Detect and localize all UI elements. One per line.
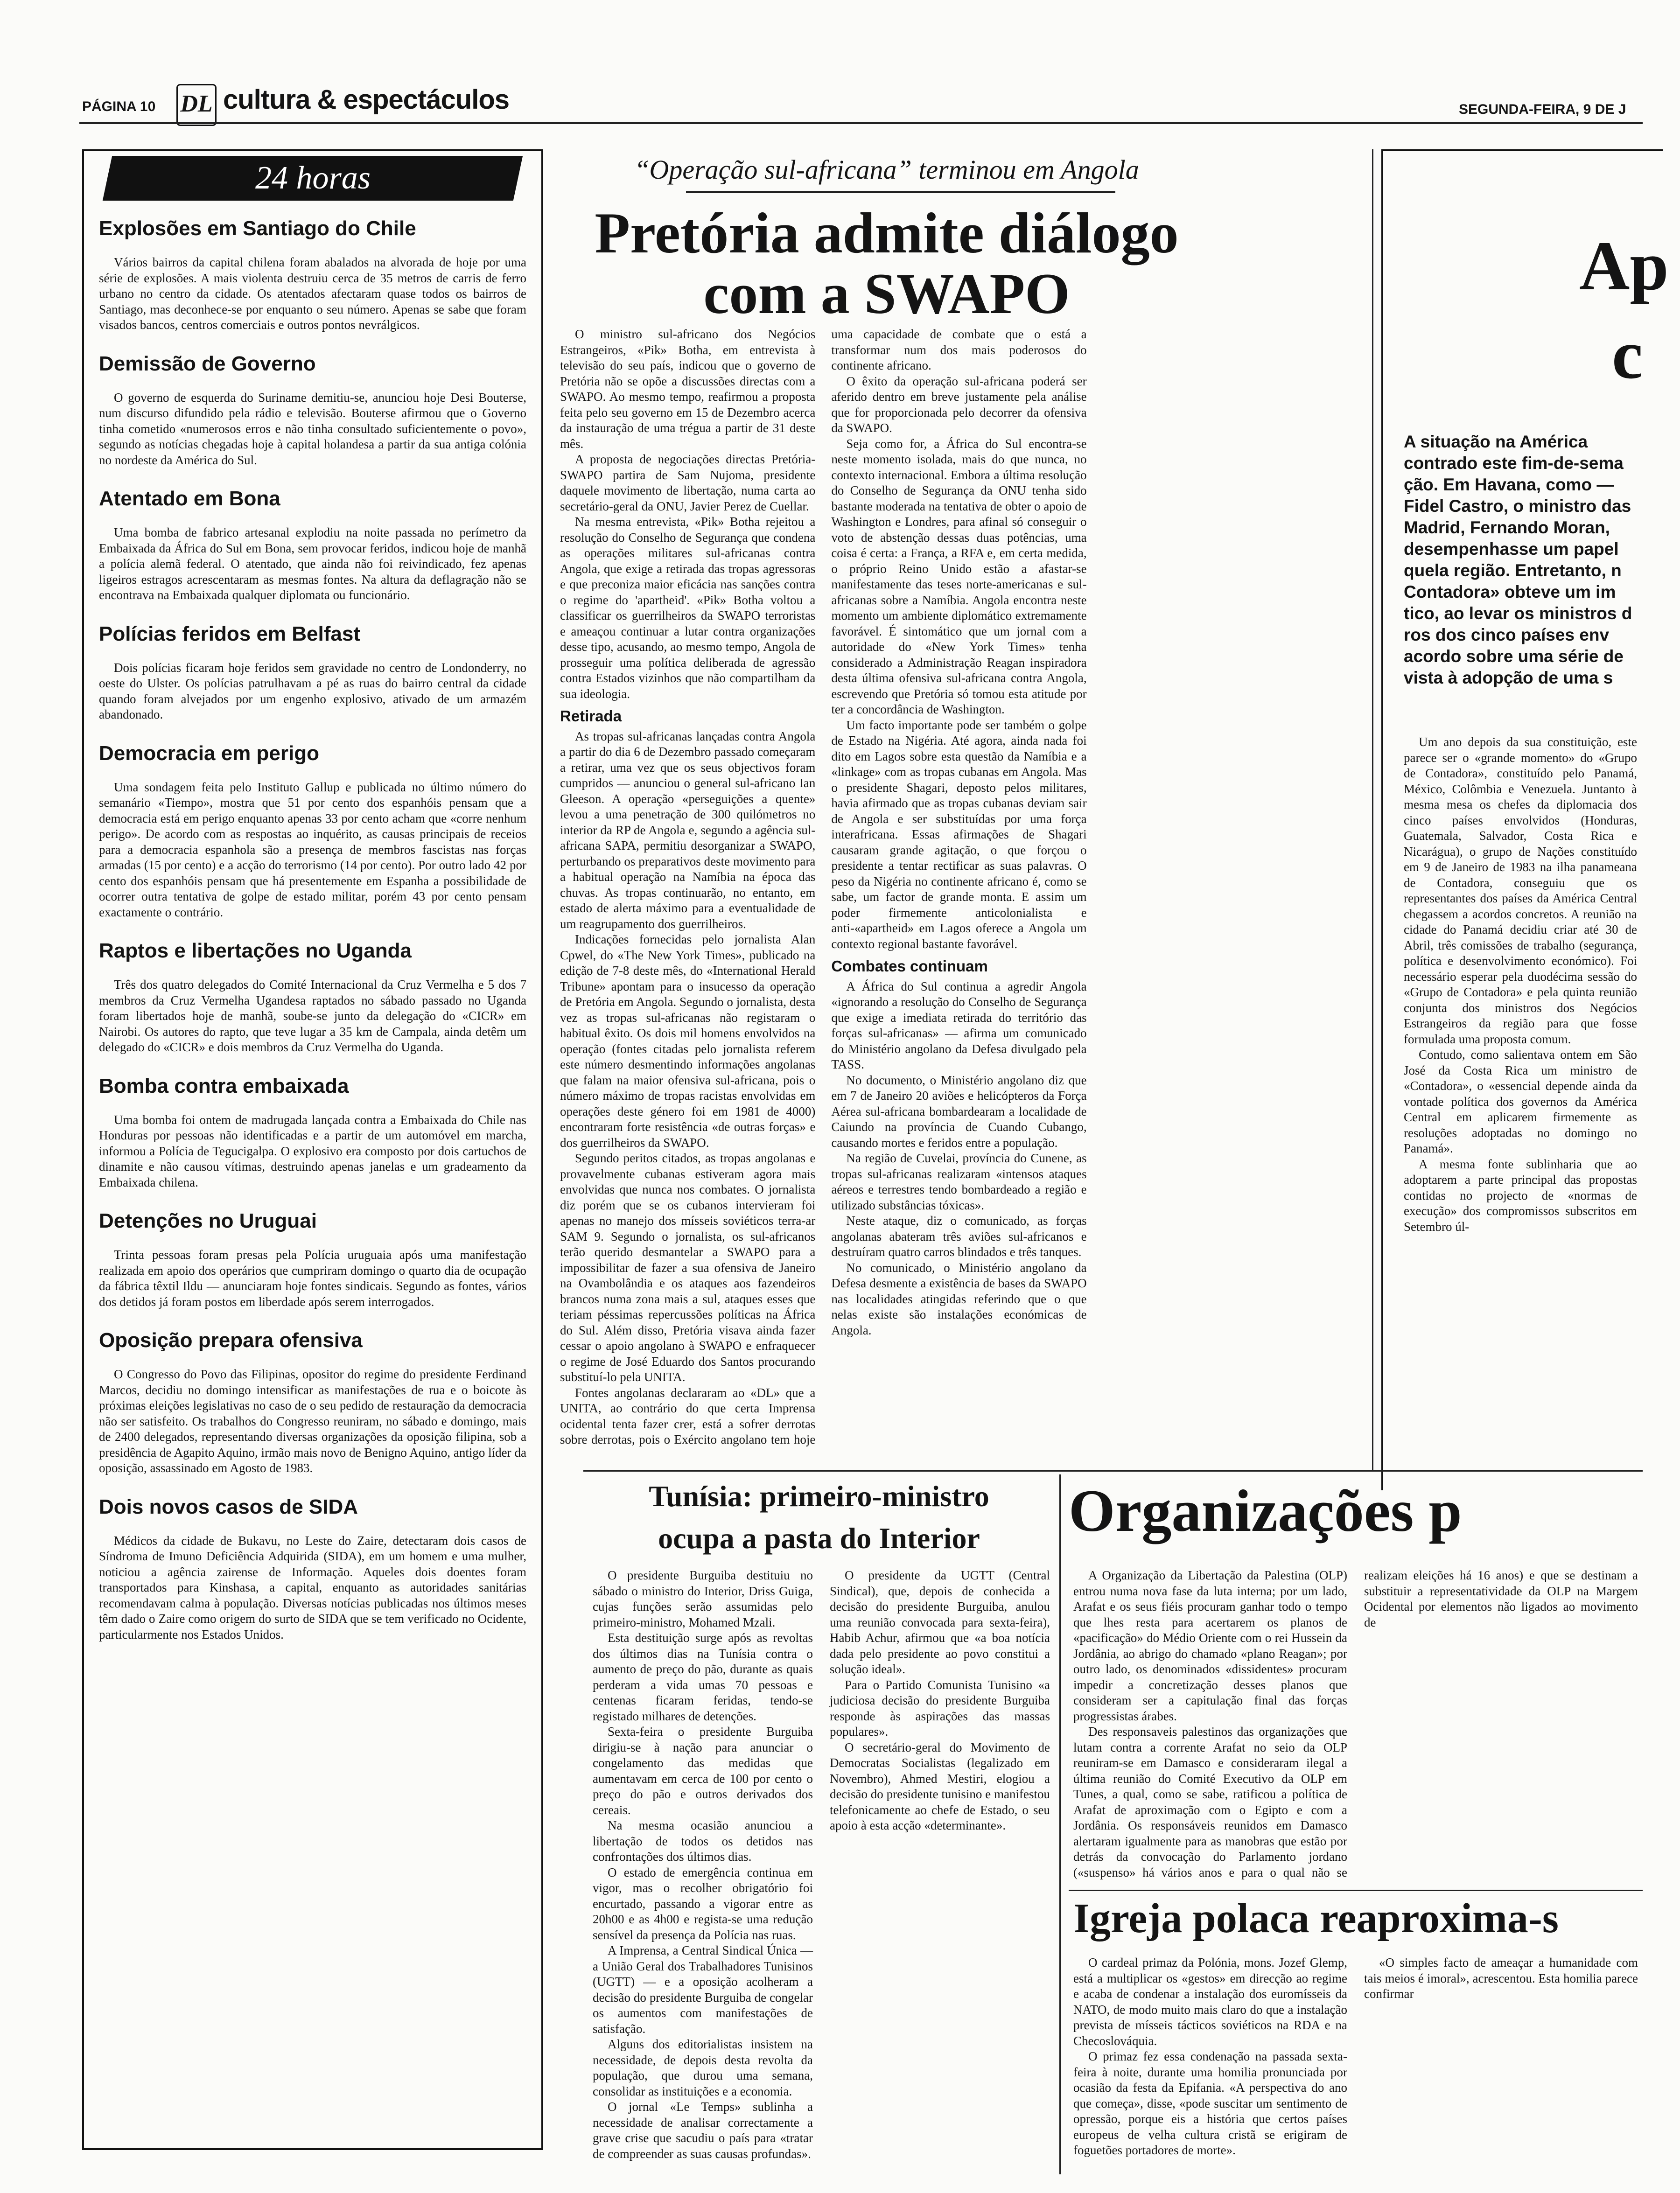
sidebar-item-text: O governo de esquerda do Suriname demitiu-se, anunciou hoje Desi Bouterse, num discurso difundido pela rádio e televisão. Bouterse afirmou que o Governo tinha cometido «numerosos erros e não tinha consultado suficientemente o povo», segundo as notícias chegadas hoje à capital holandesa a partir da sua antiga colónia no nordeste da América do Sul. bbox=[99, 390, 526, 467]
paragraph: A mesma fonte sublinharia que ao adoptarem a parte principal das propostas contidas no projecto de «normas de execução» dos compromissos subscritos em Setembro úl- bbox=[1404, 1157, 1637, 1234]
paragraph: Sexta-feira o presidente Burguiba dirigiu-se à nação para anunciar o congelamento das medidas que aumentavam em cerca de 100 por cento o preço do pão e outros derivados dos cereais. bbox=[593, 1725, 813, 1817]
paragraph: Fontes angolanas declararam ao «DL» que a UNITA, ao contrário do que certa Imprensa ocidental tenta fazer crer, está a sofrer derrotas sobre derrotas, pois o Exército angolano tem hoje uma capacidade de combate que o está a transformar num dos mais poderosos do continente africano. bbox=[560, 327, 1087, 1446]
rule-main-right bbox=[1372, 149, 1373, 1470]
rule-igreja bbox=[1069, 1890, 1643, 1891]
sidebar-item-text: Uma sondagem feita pelo Instituto Gallup e publicada no último número do semanário «Tiempo», mostra que 51 por cento dos espanhóis pensam que a democracia está em perigo enquanto apenas 33 por cento acham que «corre nenhum perigo». De acordo com as respostas ao inquérito, as causas principais de receios para a democracia espanhola são a presença de membros fascistas nas forças armadas (15 por cento) e a acção do terrorismo (14 por cento). Por outro lado 42 por cento dos espanhóis pensam que há presentemente em Espanha a possibilidade de ocorrer outra tentativa de golpe de estado militar, porém 43 por cento pensam exactamente o contrário. bbox=[99, 780, 526, 919]
sidebar-banner-text: 24 horas bbox=[255, 160, 371, 196]
paragraph: O cardeal primaz da Polónia, mons. Jozef Glemp, está a multiplicar os «gestos» em direcção ao regime e acaba de condenar a instalação dos euromísseis da NATO, de modo muito mais claro do que a instalação prevista de mísseis tácticos soviéticos na RDA e na Checoslováquia. bbox=[1073, 1956, 1347, 2048]
rule-middle bbox=[583, 1470, 1643, 1472]
right-story-lead: A situação na América contrado este fim-de-sema ção. Em Havana, como — Fidel Castro, o ministro das Madrid, Fernando Moran, desempenhasse um papel quela região. Entretanto, n Contadora» obteve um im tico, ao levar os ministros d ros dos cinco países env acordo sobre uma série de vista à adopção de uma s bbox=[1404, 432, 1632, 687]
paragraph: O ministro sul-africano dos Negócios Estrangeiros, «Pik» Botha, em entrevista à televisão do seu país, indicou que o governo de Pretória não se opõe a discussões directas com a SWAPO. Ao mesmo tempo, reafirmou a proposta feita pelo seu governo em 15 de Dezembro acerca da instauração de uma trégua a partir de 31 deste mês. bbox=[560, 327, 816, 451]
sidebar-24-horas bbox=[82, 149, 543, 2150]
olp-headline: Organizações p bbox=[1069, 1478, 1462, 1544]
sidebar-item-text: Médicos da cidade de Bukavu, no Leste do Zaire, detectaram dois casos de Síndroma de Imuno Deficiência Adquirida (SIDA), em um homem e uma mulher, noticiou a agência zairense de Informação. Aqueles dois doentes foram transportados para Kinshasa, a capital, enquanto as autoridades sanitárias recomendavam calma à população. Diversas notícias publicadas nos últimos meses têm dado o Zaire como origem do surto de SIDA que se tem verificado no Ocidente, particularmente nos Estados Unidos. bbox=[99, 1533, 526, 1641]
paragraph: O primaz fez essa condenação na passada sexta-feira à noite, durante uma homilia pronunciada por ocasião da festa da Epifania. «A perspectiva do ano que começa», disse, «pode suscitar um sentimento de opressão, porque eis a história que certos países europeus de velha cultura cristã se erigiram de foguetões portadores de morte». bbox=[1073, 2049, 1347, 2157]
paragraph: «O simples facto de ameaçar a humanidade com tais meios é imoral», acrescentou. Esta homilia parece confirmar bbox=[1364, 1956, 1638, 2001]
olp-body bbox=[1073, 1568, 1638, 1885]
paragraph: Esta destituição surge após as revoltas dos últimos dias na Tunísia contra o aumento de preço do pão, durante as quais perderam a vida umas 70 pessoas e centenas ficaram feridas, tendo-se registado milhares de detenções. bbox=[593, 1631, 813, 1723]
paragraph: O secretário-geral do Movimento de Democratas Socialistas (legalizado em Novembro), Ahmed Mestiri, elogiou a decisão do presidente tunisino e manifestou telefonicamente ao chefe de Estado, o seu apoio à esta acção «determinante». bbox=[830, 1740, 1050, 1832]
sidebar-item-text: Uma bomba de fabrico artesanal explodiu na noite passada no perímetro da Embaixada da África do Sul em Bona, sem provocar feridos, indicou hoje de manhã a polícia alemã federal. O atentado, que ainda não foi reivindicado, fez apenas ligeiros estragos acrescentaram as mesmas fontes. Na altura da deflagração não se encontrava na Embaixada qualquer diplomata ou funcionário. bbox=[99, 525, 526, 602]
sidebar-item-title: Dois novos casos de SIDA bbox=[99, 1495, 358, 1518]
right-story-body bbox=[1404, 734, 1637, 1481]
paragraph: As tropas sul-africanas lançadas contra Angola a partir do dia 6 de Dezembro passado começaram a retirar, uma vez que os seus objectivos foram cumpridos — anunciou o general sul-africano Ian Gleeson. A operação «perseguições a quente» levou a uma penetração de 300 quilómetros no interior da RP de Angola e, segundo a agência sul-africana SAPA, permitiu desorganizar a SWAPO, perturbando os preparativos deste movimento para a habitual operação na Namíbia na época das chuvas. As tropas continuarão, no entanto, em estado de alerta máximo para a eventualidade de um reagrupamento dos guerrilheiros. bbox=[560, 729, 816, 931]
paragraph: Alguns dos editorialistas insistem na necessidade, de depois desta revolta da população, que durou uma semana, consolidar as instituições e a economia. bbox=[593, 2037, 813, 2098]
paragraph: No comunicado, o Ministério angolano da Defesa desmente a existência de bases da SWAPO nas localidades atingidas referindo que o que nelas existe são instalações económicas de Angola. bbox=[831, 1260, 1087, 1337]
kicker-underline bbox=[686, 191, 1115, 193]
sidebar-item-title: Polícias feridos em Belfast bbox=[99, 622, 360, 645]
sidebar-item-title: Oposição prepara ofensiva bbox=[99, 1329, 363, 1352]
main-story-kicker: “Operação sul-africana” terminou em Angola bbox=[634, 154, 1139, 185]
paragraph: Segundo peritos citados, as tropas angolanas e provavelmente cubanas estiveram agora mais envolvidas que nunca nos combates. O jornalista diz porém que se os cubanos intervieram foi apenas no manejo dos mísseis soviéticos terra-ar SAM 9. Segundo o jornalista, os sul-africanos terão querido desmantelar a SWAPO para a impossibilitar de fazer a sua ofensiva de Janeiro na Ovambolândia e os ataques aos fazendeiros brancos numa zona mais a sul, ataques esses que teriam péssimas repercussões políticas na África do Sul. Além disso, Pretória visava ainda fazer cessar o apoio angolano à SWAPO e enfraquecer o regime de José Eduardo dos Santos procurando substituí-lo pela UNITA. bbox=[560, 1151, 816, 1384]
paragraph: O êxito da operação sul-africana poderá ser aferido dentro em breve justamente pela análise que for proporcionada pelo decorrer da ofensiva da SWAPO. bbox=[831, 374, 1087, 435]
header-rule bbox=[79, 122, 1643, 124]
sidebar-item-title: Raptos e libertações no Uganda bbox=[99, 939, 412, 962]
right-story-box bbox=[1381, 149, 1669, 1490]
paragraph: A Imprensa, a Central Sindical Única — a União Geral dos Trabalhadores Tunisinos (UGTT) — e a oposição acolheram a decisão do presidente Burguiba de congelar os aumentos com manifestações de satisfação. bbox=[593, 1943, 813, 2036]
rule-tunisia-right bbox=[1059, 1474, 1061, 2174]
paragraph: A Organização da Libertação da Palestina (OLP) entrou numa nova fase da luta interna; por um lado, Arafat e os seus fiéis procuram ganhar todo o tempo que lhes resta para acertarem os planos de «pacificação» do Médio Oriente com o rei Hussein da Jordânia, ao abrigo do chamado «plano Reagan»; por outro lado, os denominados «dissidentes» procuram impedir a concretização desses planos que consideram ser a capitulação final das forças progressistas árabes. bbox=[1073, 1568, 1347, 1723]
sidebar-items bbox=[84, 217, 541, 1642]
sidebar-item-text: Uma bomba foi ontem de madrugada lançada contra a Embaixada do Chile nas Honduras por pessoas não identificadas e a partir de um automóvel em marcha, informou a Polícia de Tegucigalpa. O explosivo era composto por dois cartuchos de dinamite e não causou vítimas, destruindo apenas janelas e um gradeamento da Embaixada chilena. bbox=[99, 1112, 526, 1189]
paragraph: Des responsaveis palestinos das organizações que lutam contra a corrente Arafat no seio da OLP reuniram-se em Damasco e consideraram ilegal a última reunião do Comité Executivo da OLP em Tunes, a qual, como se sabe, ratificou a política de Arafat de aproximação com o Egipto e com a Jordânia. Os responsáveis reunidos em Damasco alertaram igualmente para as manobras que estão por detrás da convocação do Parlamento jordano («suspenso» há vários anos e para o qual não se realizam eleições há 16 anos) e que se destinam a substituir a representatividade da OLP na Margem Ocidental por elementos não ligados ao movimento de bbox=[1073, 1568, 1638, 1879]
paragraph: Um ano depois da sua constituição, este parece ser o «grande momento» do «Grupo de Contadora», constituído pelo Panamá, México, Colômbia e Venezuela. Juntanto à mesma mesa os chefes da diplomacia dos cinco países envolvidos (Honduras, Guatemala, Salvador, Costa Rica e Nicarágua), o grupo de Nações constituído em 9 de Janeiro de 1983 na ilha panameana de Contadora, conseguiu que os representantes dos países da América Central chegassem a acordos concretos. A reunião na cidade do Panamá decidiu criar até 30 de Abril, três comissões de trabalho (segurança, política e desenvolvimento económico). Foi necessário esperar pela duodécima sessão do «Grupo de Contadora» e pela quinta reunião conjunta dos ministros dos Negócios Estrangeiros da região para que fosse formulada uma proposta comum. bbox=[1404, 735, 1637, 1046]
sidebar-item-title: Demissão de Governo bbox=[99, 352, 316, 375]
main-headline-line1: Pretória admite diálogo bbox=[595, 201, 1179, 265]
paragraph: A África do Sul continua a agredir Angola «ignorando a resolução do Conselho de Segurança que exige a imediata retirada do território das forças sul-africanas» — afirma um comunicado do Ministério angolano da Defesa divulgado pela TASS. bbox=[831, 979, 1087, 1071]
tunisia-headline-2: ocupa a pasta do Interior bbox=[658, 1522, 980, 1555]
sidebar-item-text: Dois polícias ficaram hoje feridos sem gravidade no centro de Londonderry, no oeste do Ulster. Os polícias patrulhavam a pé as ruas do bairro central da cidade quando foram alvejados por um engenho explosivo, ativado de um armazém abandonado. bbox=[99, 660, 526, 721]
tunisia-headline-1: Tunísia: primeiro-ministro bbox=[649, 1480, 989, 1513]
sidebar-item-title: Bomba contra embaixada bbox=[99, 1074, 349, 1097]
igreja-headline: Igreja polaca reaproxima-s bbox=[1073, 1895, 1559, 1942]
main-story-body bbox=[560, 327, 1358, 1460]
sidebar-item-text: O Congresso do Povo das Filipinas, opositor do regime do presidente Ferdinand Marcos, decidiu no domingo intensificar as manifestações de rua e o boicote às próximas eleições legislativas no caso de o seu pedido de restauração da democracia não ser satisfeito. Os trabalhos do Congresso reuniram, no sábado e domingo, mais de 2400 delegados, representando diversas organizações da oposição filipina, sob a presidência de Agapito Aquino, irmão mais novo de Benigno Aquino, antigo líder da oposição, assassinado em Agosto de 1983. bbox=[99, 1367, 526, 1475]
sidebar-item-title: Explosões em Santiago do Chile bbox=[99, 217, 416, 240]
igreja-body bbox=[1073, 1955, 1638, 2174]
paragraph: Um facto importante pode ser também o golpe de Estado na Nigéria. Até agora, ainda nada foi dito em Lagos sobre esta questão da Namíbia e a «linkage» com as tropas cubanas em Angola. Mas o presidente Shagari, deposto pelos militares, havia afirmado que as tropas cubanas deviam sair de Angola e ser substituídas por uma força interafricana. Essas afirmações de Shagari causaram grande agitação, o que forçou o presidente a tentar rectificar as suas palavras. O peso da Nigéria no continente africano é, como se sabe, um factor de grande monta. E assim um poder firmemente anticolonialista e anti-«apartheid» em Lagos oferece a Angola um contexto regional bastante favorável. bbox=[831, 718, 1087, 951]
right-story-title-1: Ap bbox=[1579, 227, 1669, 305]
paragraph: Indicações fornecidas pelo jornalista Alan Cpwel, do «The New York Times», publicado na edição de 7-8 deste mês, do «International Herald Tribune» apontam para o insucesso da operação de Pretória em Angola. Segundo o jornalista, desta vez as tropas sul-africanas não registaram o habitual êxito. Os dois mil homens envolvidos na operação (fontes citadas pelo jornalista referem este número desmentindo informações angolanas que falam na maior ofensiva sul-africana, pois o número máximo de tropas racistas envolvidas em operações deste género foi em 1981 de 4000) encontraram forte resistência «de outras forças» e dos guerrilheiros da SWAPO. bbox=[560, 932, 816, 1150]
sidebar-banner bbox=[103, 156, 523, 201]
paragraph: Na mesma ocasião anunciou a libertação de todos os detidos nas confrontações dos últimos dias. bbox=[593, 1818, 813, 1864]
paragraph: O presidente da UGTT (Central Sindical), que, depois de conhecida a decisão do presidente Burguiba, anulou uma reunião convocada para sexta-feira), Habib Achur, afirmou que «a boa notícia dada pelo presidente ao povo constitui a solução ideal». bbox=[830, 1568, 1050, 1676]
sidebar-item-title: Detenções no Uruguai bbox=[99, 1209, 317, 1232]
paragraph: O estado de emergência continua em vigor, mas o recolher obrigatório foi encurtado, passando a vigorar entre as 20h00 e as 4h00 e regista-se uma redução sensível da presença da Polícia nas ruas. bbox=[593, 1865, 813, 1942]
paragraph: Seja como for, a África do Sul encontra-se neste momento isolada, mais do que nunca, no contexto internacional. Embora a última resolução do Conselho de Segurança da ONU tenha sido bastante moderada na tentativa de obter o apoio de Washington e Londres, para afinal só conseguir o voto de abstenção dessas duas potências, uma coisa é certa: a França, a RFA e, em certa medida, o próprio Reino Unido estão a afastar-se manifestamente das teses norte-americanas e sul-africanas sobre a Namíbia. Angola encontra neste momento um ambiente diplomático extremamente favorável. É sintomático que um jornal com a autoridade do «New York Times» tenha considerado a Administração Reagan inspiradora desta última ofensiva sul-africana contra Angola, escrevendo que Pretória só tomou esta atitude por ter a concordância de Washington. bbox=[831, 436, 1087, 716]
sidebar-item-text: Vários bairros da capital chilena foram abalados na alvorada de hoje por uma série de explosões. A mais violenta destruiu cerca de 35 metros de carris de ferro urbano no centro da cidade. Os atentados afectaram quase todos os bairros de Santiago, mas deconhece-se por enquanto o seu número. Apenas se sabe que foram visados bancos, centros comerciais e outros pontos nevrálgicos. bbox=[99, 255, 526, 332]
sidebar-item-text: Três dos quatro delegados do Comité Internacional da Cruz Vermelha e 5 dos 7 membros da Cruz Vermelha Ugandesa raptados no sábado passado no Uganda foram libertados hoje de manhã, soube-se junto da delegação do «CICR» em Nairobi. Os autores do rapto, que teve lugar a 35 km de Campala, ainda detêm um delegado do «CICR» e dois membros da Cruz Vermelha do Uganda. bbox=[99, 978, 526, 1054]
sidebar-item-title: Atentado em Bona bbox=[99, 487, 280, 510]
right-story-title-2: c bbox=[1612, 316, 1643, 393]
page-date: SEGUNDA-FEIRA, 9 DE J bbox=[1459, 102, 1626, 117]
paragraph: Contudo, como salientava ontem em São José da Costa Rica um ministro de «Contadora», o «essencial depende ainda da vontade política dos governos da América Central em aplicarem firmemente as resoluções adoptadas no domingo no Panamá». bbox=[1404, 1048, 1637, 1155]
paragraph: A proposta de negociações directas Pretória-SWAPO partira de Sam Nujoma, presidente daquele movimento de libertação, numa carta ao secretário-geral da ONU, Javier Perez de Cuellar. bbox=[560, 452, 816, 513]
sidebar-item-text: Trinta pessoas foram presas pela Polícia uruguaia após uma manifestação realizada em apoio dos operários que cumpriram domingo o quarto dia de ocupação da fábrica têxtil Ildu — anunciaram hoje fontes sindicais. Segundo as fontes, vários dos detidos já foram postos em liberdade após serem interrogados. bbox=[99, 1248, 526, 1309]
sidebar-item-title: Democracia em perigo bbox=[99, 741, 319, 765]
main-headline-line2: com a SWAPO bbox=[703, 262, 1070, 326]
subheading: Retirada bbox=[560, 707, 622, 725]
subheading: Combates continuam bbox=[831, 957, 988, 975]
paragraph: O presidente Burguiba destituiu no sábado o ministro do Interior, Driss Guiga, cujas funções serão assumidas pelo primeiro-ministro, Mohamed Mzali. bbox=[593, 1568, 813, 1629]
paragraph: O jornal «Le Temps» sublinha a necessidade de analisar correctamente a grave crise que sacudiu o país para «tratar de compreender as suas causas profundas». bbox=[593, 2100, 813, 2161]
paragraph: Neste ataque, diz o comunicado, as forças angolanas abateram três aviões sul-africanos e destruíram quatro carros blindados e três tanques. bbox=[831, 1214, 1087, 1259]
paragraph: No documento, o Ministério angolano diz que em 7 de Janeiro 20 aviões e helicópteros da Força Aérea sul-africana bombardearam a localidade de Caiundo na província de Cuando Cubango, causando mortes e feridos entre a população. bbox=[831, 1073, 1087, 1150]
paragraph: Na mesma entrevista, «Pik» Botha rejeitou a resolução do Conselho de Segurança que condena as operações militares sul-africanas contra Angola, que exige a retirada das tropas agressoras e que preconiza maior eficácia nas sanções contra o regime do 'apartheid'. «Pik» Botha voltou a classificar os guerrilheiros da SWAPO terroristas e ameaçou continuar a lutar contra organizações desse tipo, acusando, ao mesmo tempo, Angola de prosseguir uma política deliberada de agressão contra Estados vizinhos que não compartilham da sua ideologia. bbox=[560, 515, 816, 701]
newspaper-logo: DL bbox=[176, 84, 217, 126]
tunisia-body bbox=[593, 1568, 1050, 2170]
paragraph: Para o Partido Comunista Tunisino «a judiciosa decisão do presidente Burguiba responde às aspirações das massas populares». bbox=[830, 1677, 1050, 1739]
paragraph: Na região de Cuvelai, província do Cunene, as tropas sul-africanas realizaram «intensos ataques aéreos e terrestres tendo bombardeado a região e utilizado substâncias tóxicas». bbox=[831, 1151, 1087, 1212]
section-name: cultura & espectáculos bbox=[223, 84, 509, 115]
page-number: PÁGINA 10 bbox=[82, 99, 156, 114]
